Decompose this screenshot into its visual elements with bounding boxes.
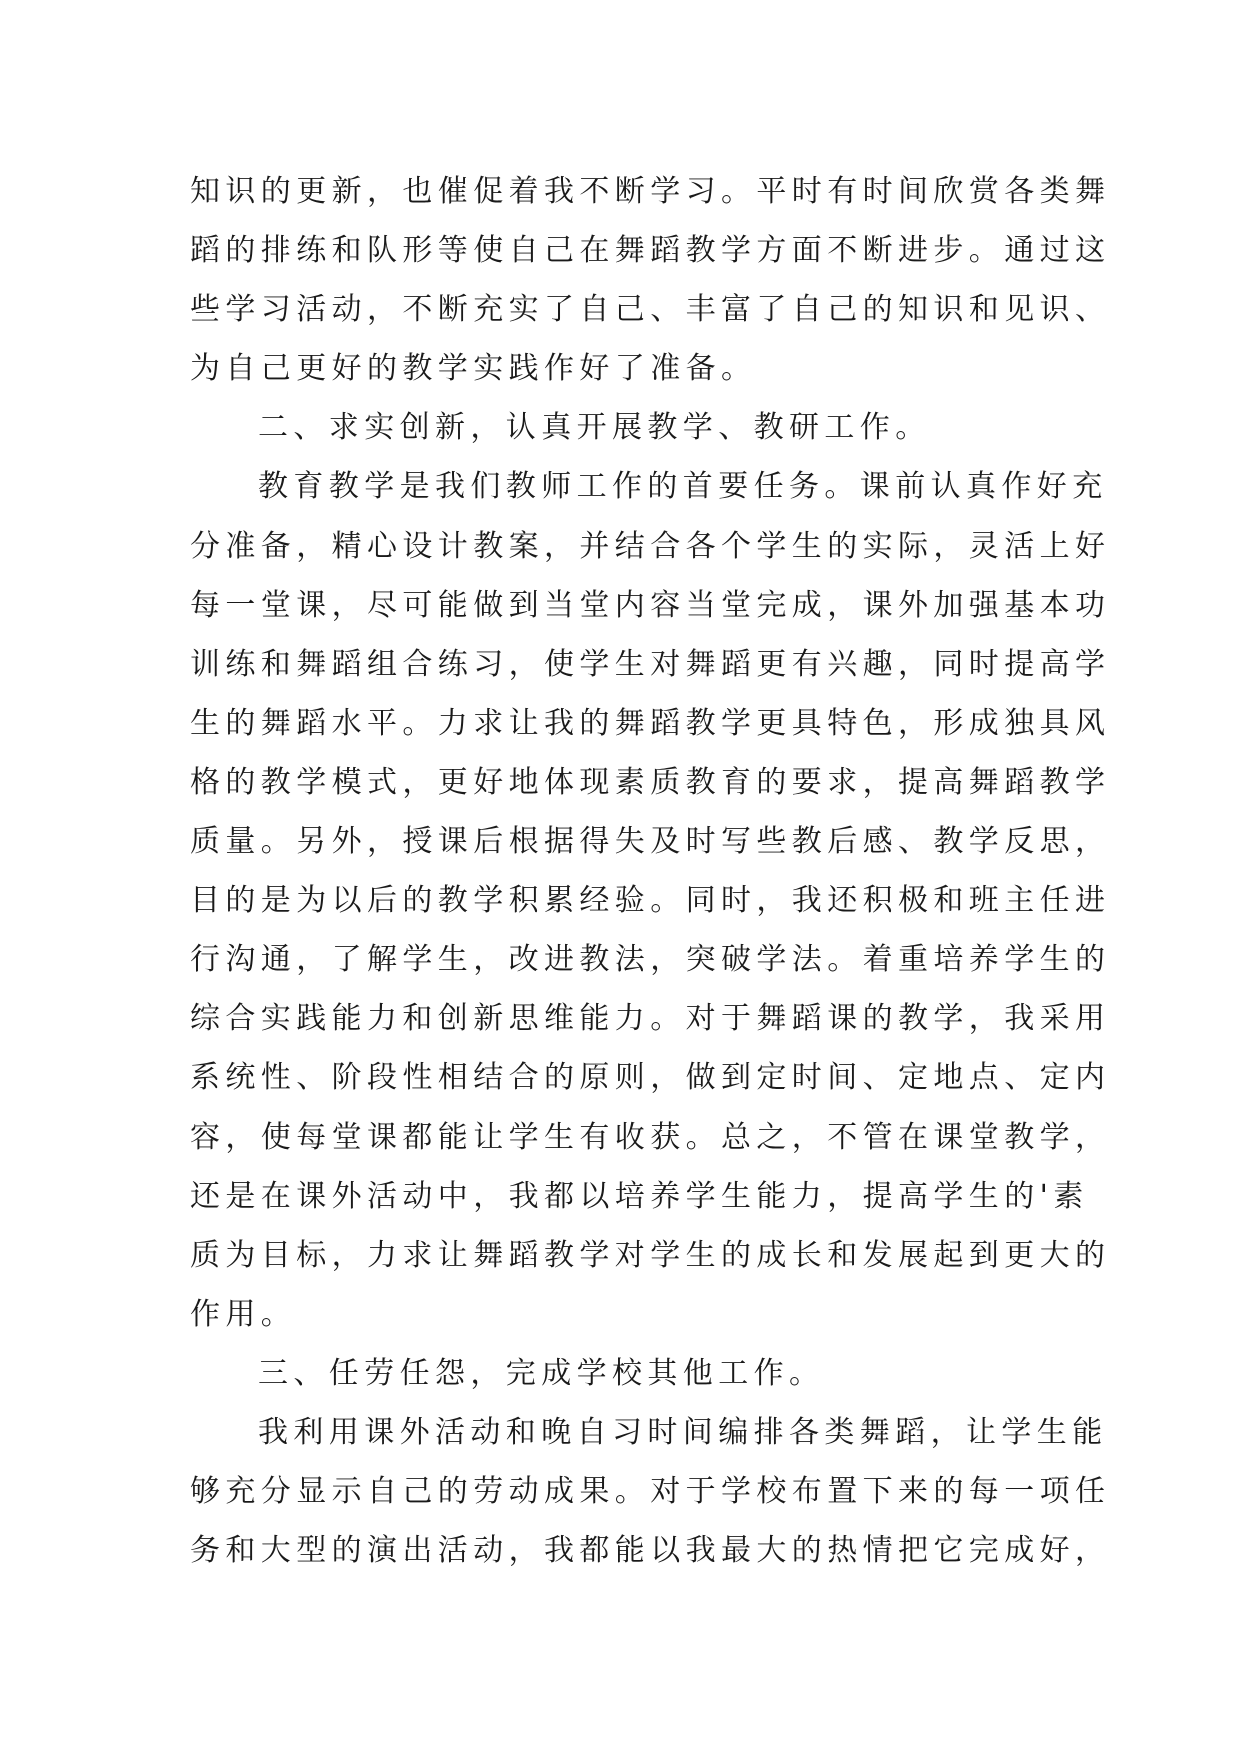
text-line: 三、任劳任怨，完成学校其他工作。 (258, 1355, 825, 1391)
document-body (190, 162, 1111, 1580)
text-line: 为自己更好的教学实践作好了准备。 (190, 351, 757, 387)
text-line: 二、求实创新，认真开展教学、教研工作。 (258, 410, 931, 446)
text-line: 质量。另外，授课后根据得失及时写些教后感、教学反思， (190, 824, 1111, 860)
text-line: 分准备，精心设计教案，并结合各个学生的实际，灵活上好 (190, 528, 1111, 564)
text-line: 每一堂课，尽可能做到当堂内容当堂完成，课外加强基本功 (190, 587, 1111, 623)
text-line: 目的是为以后的教学积累经验。同时，我还积极和班主任进 (190, 883, 1111, 919)
text-line: 行沟通，了解学生，改进教法，突破学法。着重培养学生的 (190, 942, 1111, 978)
text-line: 训练和舞蹈组合练习，使学生对舞蹈更有兴趣，同时提高学 (190, 646, 1111, 682)
text-line: 教育教学是我们教师工作的首要任务。课前认真作好充 (258, 469, 1108, 505)
text-line: 质为目标，力求让舞蹈教学对学生的成长和发展起到更大的 (190, 1237, 1111, 1273)
text-line: 还是在课外活动中，我都以培养学生能力，提高学生的'素 (190, 1178, 1089, 1214)
text-line: 知识的更新，也催促着我不断学习。平时有时间欣赏各类舞 (190, 174, 1111, 209)
text-line: 综合实践能力和创新思维能力。对于舞蹈课的教学，我采用 (190, 1001, 1111, 1037)
text-line: 够充分显示自己的劳动成果。对于学校布置下来的每一项任 (190, 1474, 1111, 1510)
text-line: 容，使每堂课都能让学生有收获。总之，不管在课堂教学， (190, 1119, 1111, 1155)
text-line: 务和大型的演出活动，我都能以我最大的热情把它完成好， (190, 1533, 1111, 1569)
text-line: 作用。 (190, 1296, 297, 1332)
text-line: 蹈的排练和队形等使自己在舞蹈教学方面不断进步。通过这 (190, 233, 1111, 269)
text-line: 我利用课外活动和晚自习时间编排各类舞蹈，让学生能 (258, 1414, 1108, 1450)
text-line: 生的舞蹈水平。力求让我的舞蹈教学更具特色，形成独具风 (190, 705, 1111, 741)
text-line: 系统性、阶段性相结合的原则，做到定时间、定地点、定内 (190, 1060, 1111, 1096)
text-line: 格的教学模式，更好地体现素质教育的要求，提高舞蹈教学 (190, 764, 1111, 800)
text-line: 些学习活动，不断充实了自己、丰富了自己的知识和见识、 (190, 292, 1111, 328)
